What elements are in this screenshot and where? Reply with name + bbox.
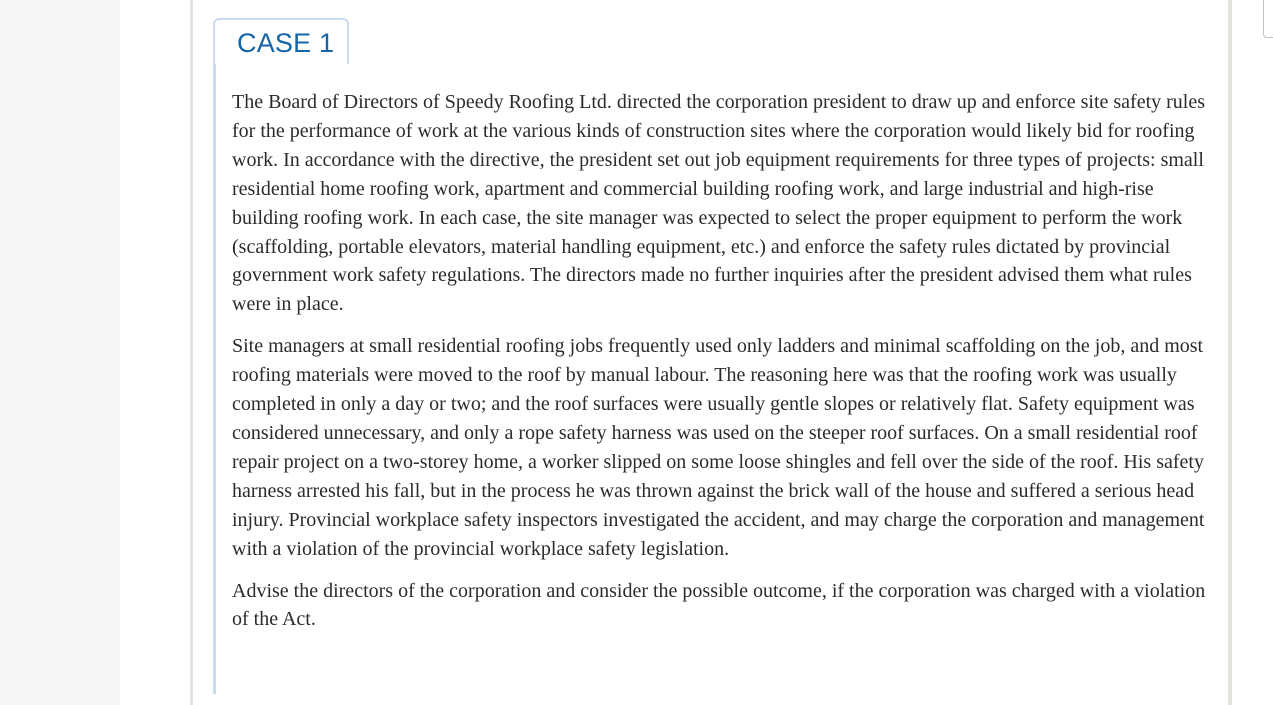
side-toggle-button[interactable] xyxy=(1263,0,1273,38)
case-paragraph-1: The Board of Directors of Speedy Roofing Ltd. directed the corporation president to draw up and enforce site safety rules for the performance of work at the various kinds of construction sites where the corporation would likely bid for roofing work. In accordance with the directive, the president set out job equipment requirements for three types of projects: small residential home roofing work, apartment and commercial building roofing work, and large industrial and high-rise building roofing work. In each case, the site manager was expected to select the proper equipment to perform the work (scaffolding, portable elevators, material handling equipment, etc.) and enforce the safety rules dictated by provincial government work safety regulations. The directors made no further inquiries after the president advised them what rules were in place. xyxy=(232,91,1206,316)
case-title: CASE 1 xyxy=(237,28,335,58)
page-border-left xyxy=(190,0,193,705)
case-paragraph-3: Advise the directors of the corporation and consider the possible outcome, if the corporation was charged with a violation of the Act. xyxy=(232,579,1206,631)
case-tab xyxy=(213,18,349,64)
case-body xyxy=(232,88,1217,647)
case-left-rule xyxy=(213,64,216,694)
case-paragraph-2: Site managers at small residential roofing jobs frequently used only ladders and minimal scaffolding on the job, and most roofing materials were moved to the roof by manual labour. The reasoning here was that the roofing work was usually completed in only a day or two; and the roof surfaces were usually gentle slopes or relatively flat. Safety equipment was considered unnecessary, and only a rope safety harness was used on the steeper roof surfaces. On a small residential roof repair project on a two-storey home, a worker slipped on some loose shingles and fell over the side of the roof. His safety harness arrested his fall, but in the process he was thrown against the brick wall of the house and suffered a serious head injury. Provincial workplace safety inspectors investigated the accident, and may charge the corporation and management with a violation of the provincial workplace safety legislation. xyxy=(232,335,1205,560)
left-gutter xyxy=(0,0,120,705)
right-panel xyxy=(1232,0,1273,705)
